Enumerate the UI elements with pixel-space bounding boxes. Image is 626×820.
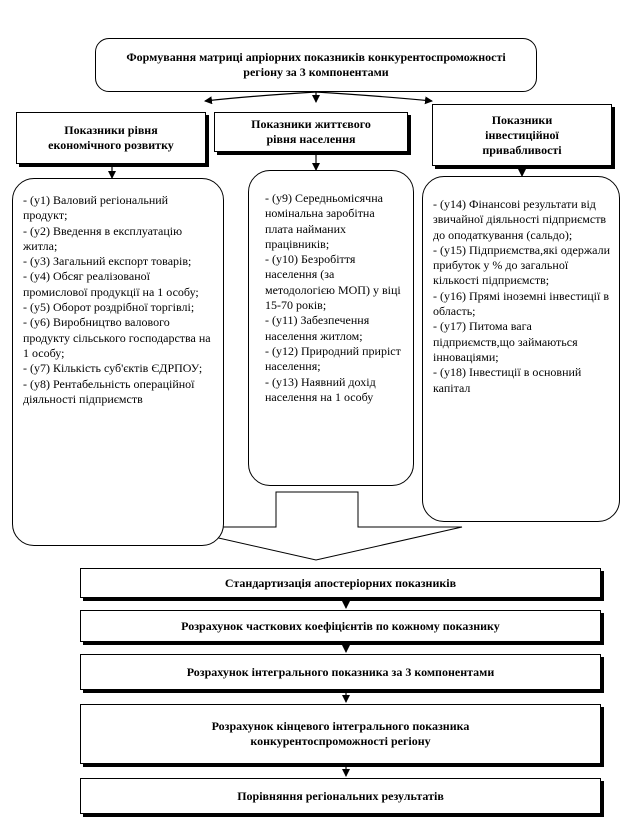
list-item: - (y3) Загальний експорт товарів; [23, 254, 192, 269]
list-item: - (y1) Валовий регіональний продукт; [23, 193, 169, 223]
component-2-list [248, 170, 414, 486]
list-item: - (y18) Інвестиції в основний капітал [433, 365, 582, 395]
arrow-to-component-1 [205, 92, 316, 101]
step-2-text: Розрахунок часткових коефіцієнтів по кожному показнику [181, 618, 500, 633]
component-3-title [432, 104, 612, 166]
list-item: - (y4) Обсяг реалізованої промислової продукції на 1 особу; [23, 269, 199, 299]
list-item: - (y10) Безробіття населення (за методологією МОП) у віці 15-70 років; [265, 252, 401, 313]
top-box-text: Формування матриці апріорних показників конкурентоспроможності регіону за 3 компонентами [126, 50, 506, 79]
component-3-list [422, 176, 620, 522]
step-1-text: Стандартизація апостеріорних показників [224, 575, 457, 590]
step-integral-indicator [80, 654, 601, 690]
step-5-text: Порівняння регіональних результатів [237, 788, 444, 803]
component-1-title-text: Показники рівня економічного розвитку [48, 123, 174, 152]
step-final-integral [80, 704, 601, 764]
list-item: - (y8) Рентабельність операційної діяльності підприємств [23, 376, 195, 406]
list-item: - (y17) Питома вага підприємств,що займаються інноваціями; [433, 319, 578, 364]
list-item: - (y2) Введення в експлуатацію житла; [23, 223, 183, 253]
list-item: - (y7) Кількість суб'єктів ЄДРПОУ; [23, 361, 203, 376]
list-item: - (y11) Забезпечення населення житлом; [265, 313, 370, 343]
arrow-to-component-3 [316, 92, 432, 101]
list-item: - (y16) Прямі іноземні інвестиції в область; [433, 288, 609, 319]
step-partial-coefficients [80, 610, 601, 642]
step-4-text: Розрахунок кінцевого інтегрального показника конкурентоспроможності регіону [211, 719, 470, 748]
list-item: - (y13) Наявний дохід населення на 1 особу [265, 374, 376, 404]
list-item: - (y14) Фінансові результати від звичайної діяльності підприємств до оподаткування (сальдо); [433, 197, 607, 242]
list-item: - (y6) Виробництво валового продукту сільського господарства на 1 особу; [23, 315, 211, 360]
component-3-title-text: Показники інвестиційної привабливості [482, 112, 562, 157]
list-item: - (y5) Оборот роздрібної торгівлі; [23, 300, 195, 315]
list-item: - (y15) Підприємства,які одержали прибуток у % до загальної кількості підприємств; [433, 242, 610, 288]
step-standardization [80, 568, 601, 598]
component-1-list [12, 178, 224, 546]
component-2-title [214, 112, 408, 152]
component-2-title-text: Показники життєвого рівня населення [251, 117, 371, 146]
top-box [95, 38, 537, 92]
step-comparison [80, 778, 601, 814]
component-1-title [16, 112, 206, 164]
step-3-text: Розрахунок інтегрального показника за 3 компонентами [186, 664, 495, 679]
list-item: - (y12) Природний приріст населення; [265, 343, 401, 374]
list-item: - (y9) Середньомісячна номінальна заробітна плата найманих працівників; [265, 191, 383, 251]
